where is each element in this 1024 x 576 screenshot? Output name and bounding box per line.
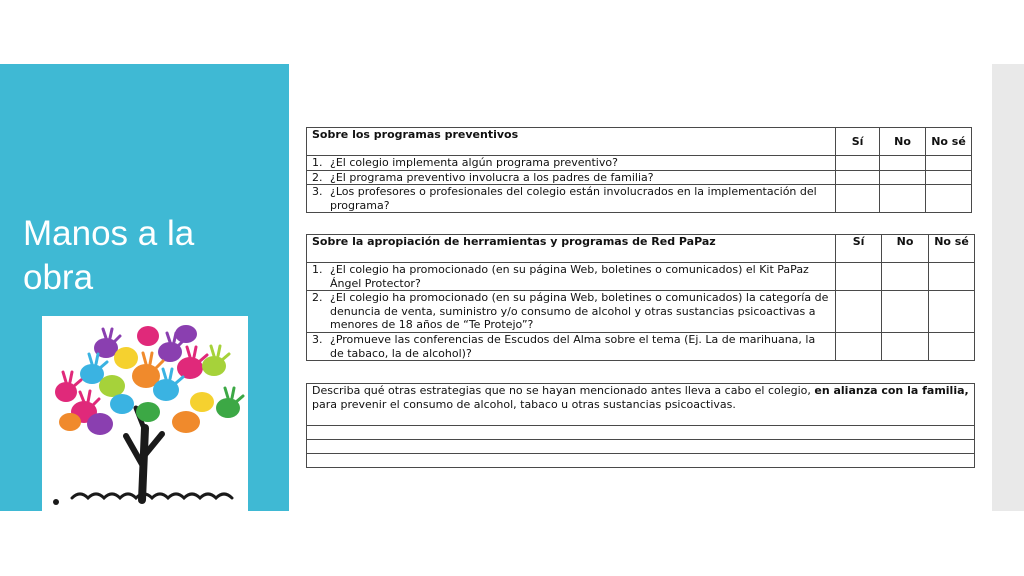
table-header-row — [307, 235, 975, 263]
option-no-se: No sé — [929, 235, 975, 263]
hands-tree-icon — [42, 316, 248, 512]
question-text: ¿El colegio ha promocionado (en su página Web, boletines o comunicados) el Kit PaPaz Ángel Protector? — [330, 263, 809, 290]
question-text: ¿El colegio implementa algún programa preventivo? — [330, 156, 618, 169]
answer-line[interactable] — [307, 426, 975, 440]
answer-no-se-cell[interactable] — [926, 170, 972, 185]
item-number: 3. — [312, 185, 323, 198]
answer-no-cell[interactable] — [882, 333, 929, 361]
preventive-programs-table — [306, 127, 972, 213]
scrollbar-track[interactable] — [992, 64, 1024, 511]
answer-line[interactable] — [307, 440, 975, 454]
answer-si-cell[interactable] — [836, 156, 880, 171]
table-header: Sobre los programas preventivos — [307, 128, 836, 156]
answer-no-cell[interactable] — [882, 291, 929, 333]
answer-si-cell[interactable] — [836, 185, 880, 213]
answer-no-se-cell[interactable] — [929, 291, 975, 333]
prompt-row — [307, 384, 975, 426]
table-row — [307, 263, 975, 291]
table-row — [307, 333, 975, 361]
question-text: ¿Promueve las conferencias de Escudos del Alma sobre el tema (Ej. La de marihuana, la de tabaco, la de alcohol)? — [330, 333, 816, 360]
option-si: Sí — [836, 235, 882, 263]
item-number: 3. — [312, 333, 323, 346]
table-row — [307, 291, 975, 333]
answer-no-se-cell[interactable] — [929, 263, 975, 291]
item-number: 2. — [312, 291, 323, 304]
item-number: 2. — [312, 170, 323, 184]
item-number: 1. — [312, 263, 323, 276]
hands-tree-illustration — [42, 316, 248, 512]
answer-no-cell[interactable] — [880, 156, 926, 171]
question-text: ¿El programa preventivo involucra a los padres de familia? — [330, 170, 654, 184]
prompt-bold: en alianza con la familia, — [814, 384, 969, 397]
question-text: ¿El colegio ha promocionado (en su página Web, boletines o comunicados) la categoría de denuncia de venta, suministro y/o consumo de alcohol y otras sustancias psicoactivas a menores de 18 años de “Te Protejo”? — [330, 291, 829, 331]
strategies-prompt — [307, 384, 975, 426]
table-row — [307, 185, 972, 213]
table-header: Sobre la apropiación de herramientas y programas de Red PaPaz — [307, 235, 836, 263]
answer-si-cell[interactable] — [836, 333, 882, 361]
answer-no-se-cell[interactable] — [929, 333, 975, 361]
answer-si-cell[interactable] — [836, 263, 882, 291]
table-header-row — [307, 128, 972, 156]
answer-no-cell[interactable] — [880, 170, 926, 185]
answer-no-cell[interactable] — [882, 263, 929, 291]
prompt-start: Describa qué otras estrategias que no se hayan mencionado antes lleva a cabo el colegio, — [312, 384, 815, 397]
option-si: Sí — [836, 128, 880, 156]
table-row — [307, 170, 972, 185]
answer-no-se-cell[interactable] — [926, 156, 972, 171]
answer-no-cell[interactable] — [880, 185, 926, 213]
red-papaz-tools-table — [306, 234, 975, 361]
answer-line[interactable] — [307, 454, 975, 468]
answer-si-cell[interactable] — [836, 170, 880, 185]
answer-no-se-cell[interactable] — [926, 185, 972, 213]
question-text: ¿Los profesores o profesionales del colegio están involucrados en la implementación del programa? — [330, 185, 817, 212]
title-panel — [0, 64, 289, 511]
slide-title: Manos a la obra — [23, 214, 195, 297]
answer-si-cell[interactable] — [836, 291, 882, 333]
table-row — [307, 156, 972, 171]
prompt-end: para prevenir el consumo de alcohol, tabaco u otras sustancias psicoactivas. — [312, 397, 736, 411]
item-number: 1. — [312, 156, 323, 169]
other-strategies-table — [306, 383, 975, 468]
option-no: No — [882, 235, 929, 263]
option-no: No — [880, 128, 926, 156]
option-no-se: No sé — [926, 128, 972, 156]
